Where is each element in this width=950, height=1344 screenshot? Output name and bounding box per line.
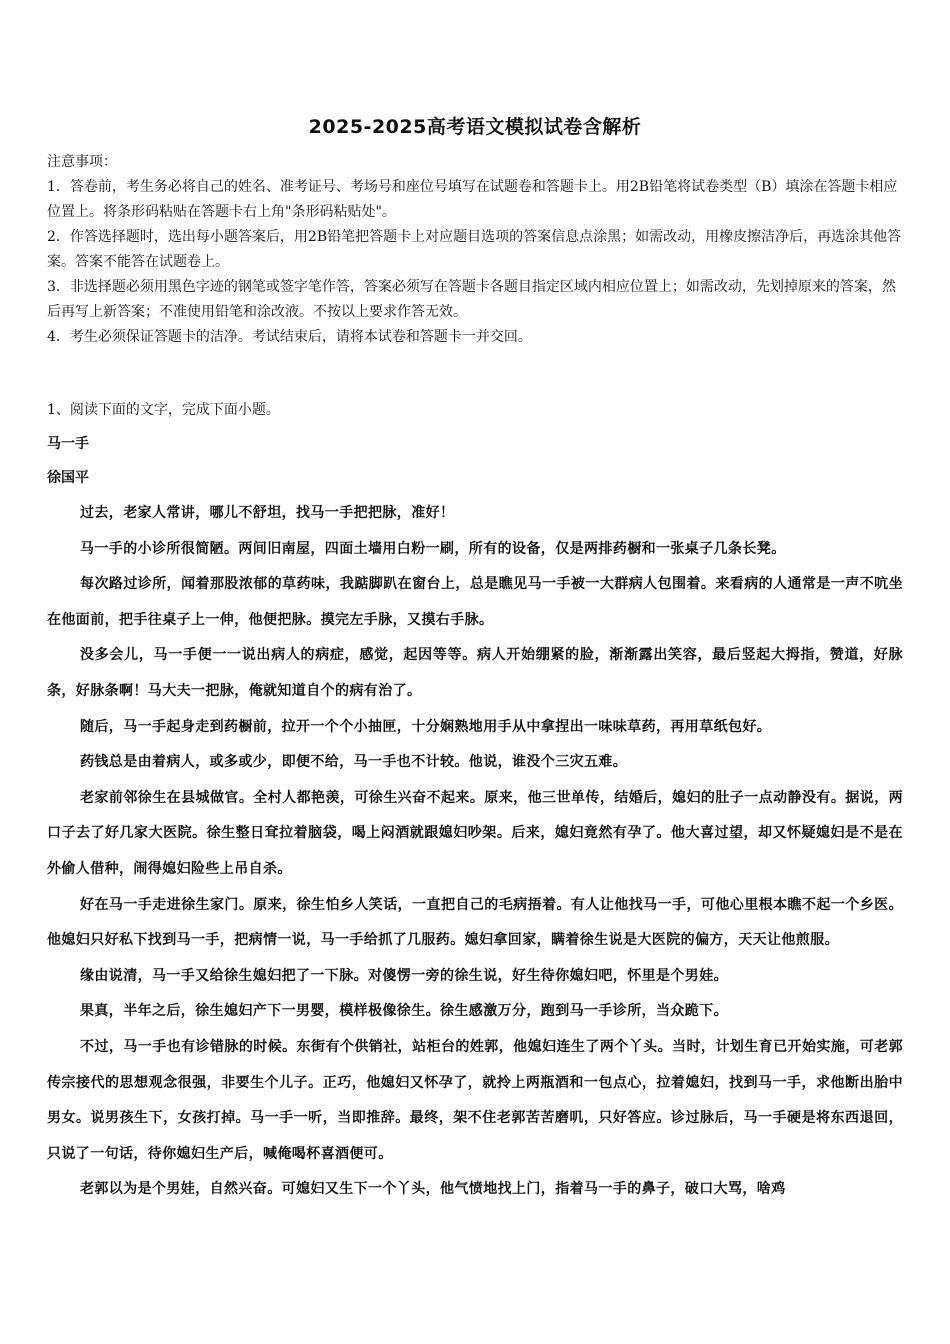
question-intro: 1、阅读下面的文字，完成下面小题。: [47, 402, 280, 418]
story-title: 马一手: [47, 436, 89, 452]
notice-item: 3．非选择题必须用黑色字迹的钢笔或签字笔作答，答案必须写在答题卡各题目指定区域内相应位置上；如需改动，先划掉原来的答案，然后再写上新答案；不准使用铅笔和涂改液。不按以上要求作答无效。: [47, 279, 896, 320]
notice-item: 4．考生必须保证答题卡的洁净。考试结束后，请将本试卷和答题卡一并交回。: [47, 329, 532, 345]
story-paragraph: 老家前邻徐生在县城做官。全村人都艳羡，可徐生兴奋不起来。原来，他三世单传，结婚后，媳妇的肚子一点动静没有。据说，两口子去了好几家大医院。徐生整日耷拉着脑袋，喝上闷酒就跟媳妇吵架。后来，媳妇竟然有孕了。他大喜过望，却又怀疑媳妇是不是在外偷人借种，闹得媳妇险些上吊自杀。: [47, 789, 903, 877]
notice-item: 2．作答选择题时，选出每小题答案后，用2B铅笔把答题卡上对应题目选项的答案信息点涂黑；如需改动，用橡皮擦洁净后，再选涂其他答案。答案不能答在试题卷上。: [47, 229, 902, 270]
notice-section: [47, 150, 903, 350]
story-paragraph: 老郭以为是个男娃，自然兴奋。可媳妇又生下一个丫头，他气愤地找上门，指着马一手的鼻子，破口大骂，啥鸡: [80, 1181, 786, 1198]
story-paragraph: 随后，马一手起身走到药橱前，拉开一个个小抽匣，十分娴熟地用手从中拿捏出一味味草药，再用草纸包好。: [80, 718, 772, 735]
story-paragraph: 药钱总是由着病人，或多或少，即便不给，马一手也不计较。他说，谁没个三灾五难。: [80, 754, 628, 771]
notice-item: 1．答卷前，考生务必将自己的姓名、准考证号、考场号和座位号填写在试题卷和答题卡上。用2B铅笔将试卷类型（B）填涂在答题卡相应位置上。将条形码粘贴在答题卡右上角"条形码粘贴处"。: [47, 179, 898, 220]
story-paragraph: 果真，半年之后，徐生媳妇产下一男婴，模样极像徐生。徐生感激万分，跑到马一手诊所，当众跪下。: [80, 1003, 728, 1020]
story-paragraph: 没多会儿，马一手便一一说出病人的病症，感觉，起因等等。病人开始绷紧的脸，渐渐露出笑容，最后竖起大拇指，赞道，好脉条，好脉条啊！马大夫一把脉，俺就知道自个的病有治了。: [47, 647, 903, 699]
document-title: 2025-2025高考语文模拟试卷含解析: [308, 116, 642, 138]
story-paragraph: 每次路过诊所，闻着那股浓郁的草药味，我踮脚趴在窗台上，总是瞧见马一手被一大群病人包围着。来看病的人通常是一声不吭坐在他面前，把手往桌子上一伸，他便把脉。摸完左手脉，又摸右手脉。: [47, 576, 903, 628]
notice-heading: 注意事项：: [47, 154, 117, 170]
story-body: [47, 496, 903, 1208]
story-author: 徐国平: [47, 470, 89, 486]
story-paragraph: 不过，马一手也有诊错脉的时候。东街有个供销社，站柜台的姓郭，他媳妇连生了两个丫头。当时，计划生育已开始实施，可老郭传宗接代的思想观念很强，非要生个儿子。正巧，他媳妇又怀孕了，就拎上两瓶酒和一包点心，拉着媳妇，找到马一手，求他断出胎中男女。说男孩生下，女孩打掉。马一手一听，当即推辞。最终，架不住老郭苦苦磨叽，只好答应。诊过脉后，马一手硬是将东西退回，只说了一句话，待你媳妇生产后，喊俺喝杯喜酒便可。: [47, 1038, 903, 1162]
story-paragraph: 过去，老家人常讲，哪儿不舒坦，找马一手把把脉，准好！: [80, 505, 455, 521]
story-paragraph: 缘由说清，马一手又给徐生媳妇把了一下脉。对傻愣一旁的徐生说，好生待你媳妇吧，怀里是个男娃。: [80, 967, 728, 984]
story-paragraph: 马一手的小诊所很简陋。两间旧南屋，四面土墙用白粉一刷，所有的设备，仅是两排药橱和一张桌子几条长凳。: [80, 540, 786, 557]
story-paragraph: 好在马一手走进徐生家门。原来，徐生怕乡人笑话，一直把自己的毛病捂着。有人让他找马一手，可他心里根本瞧不起一个乡医。他媳妇只好私下找到马一手，把病情一说，马一手给抓了几服药。媳妇拿回家，瞒着徐生说是大医院的偏方，天天让他煎服。: [47, 896, 903, 949]
